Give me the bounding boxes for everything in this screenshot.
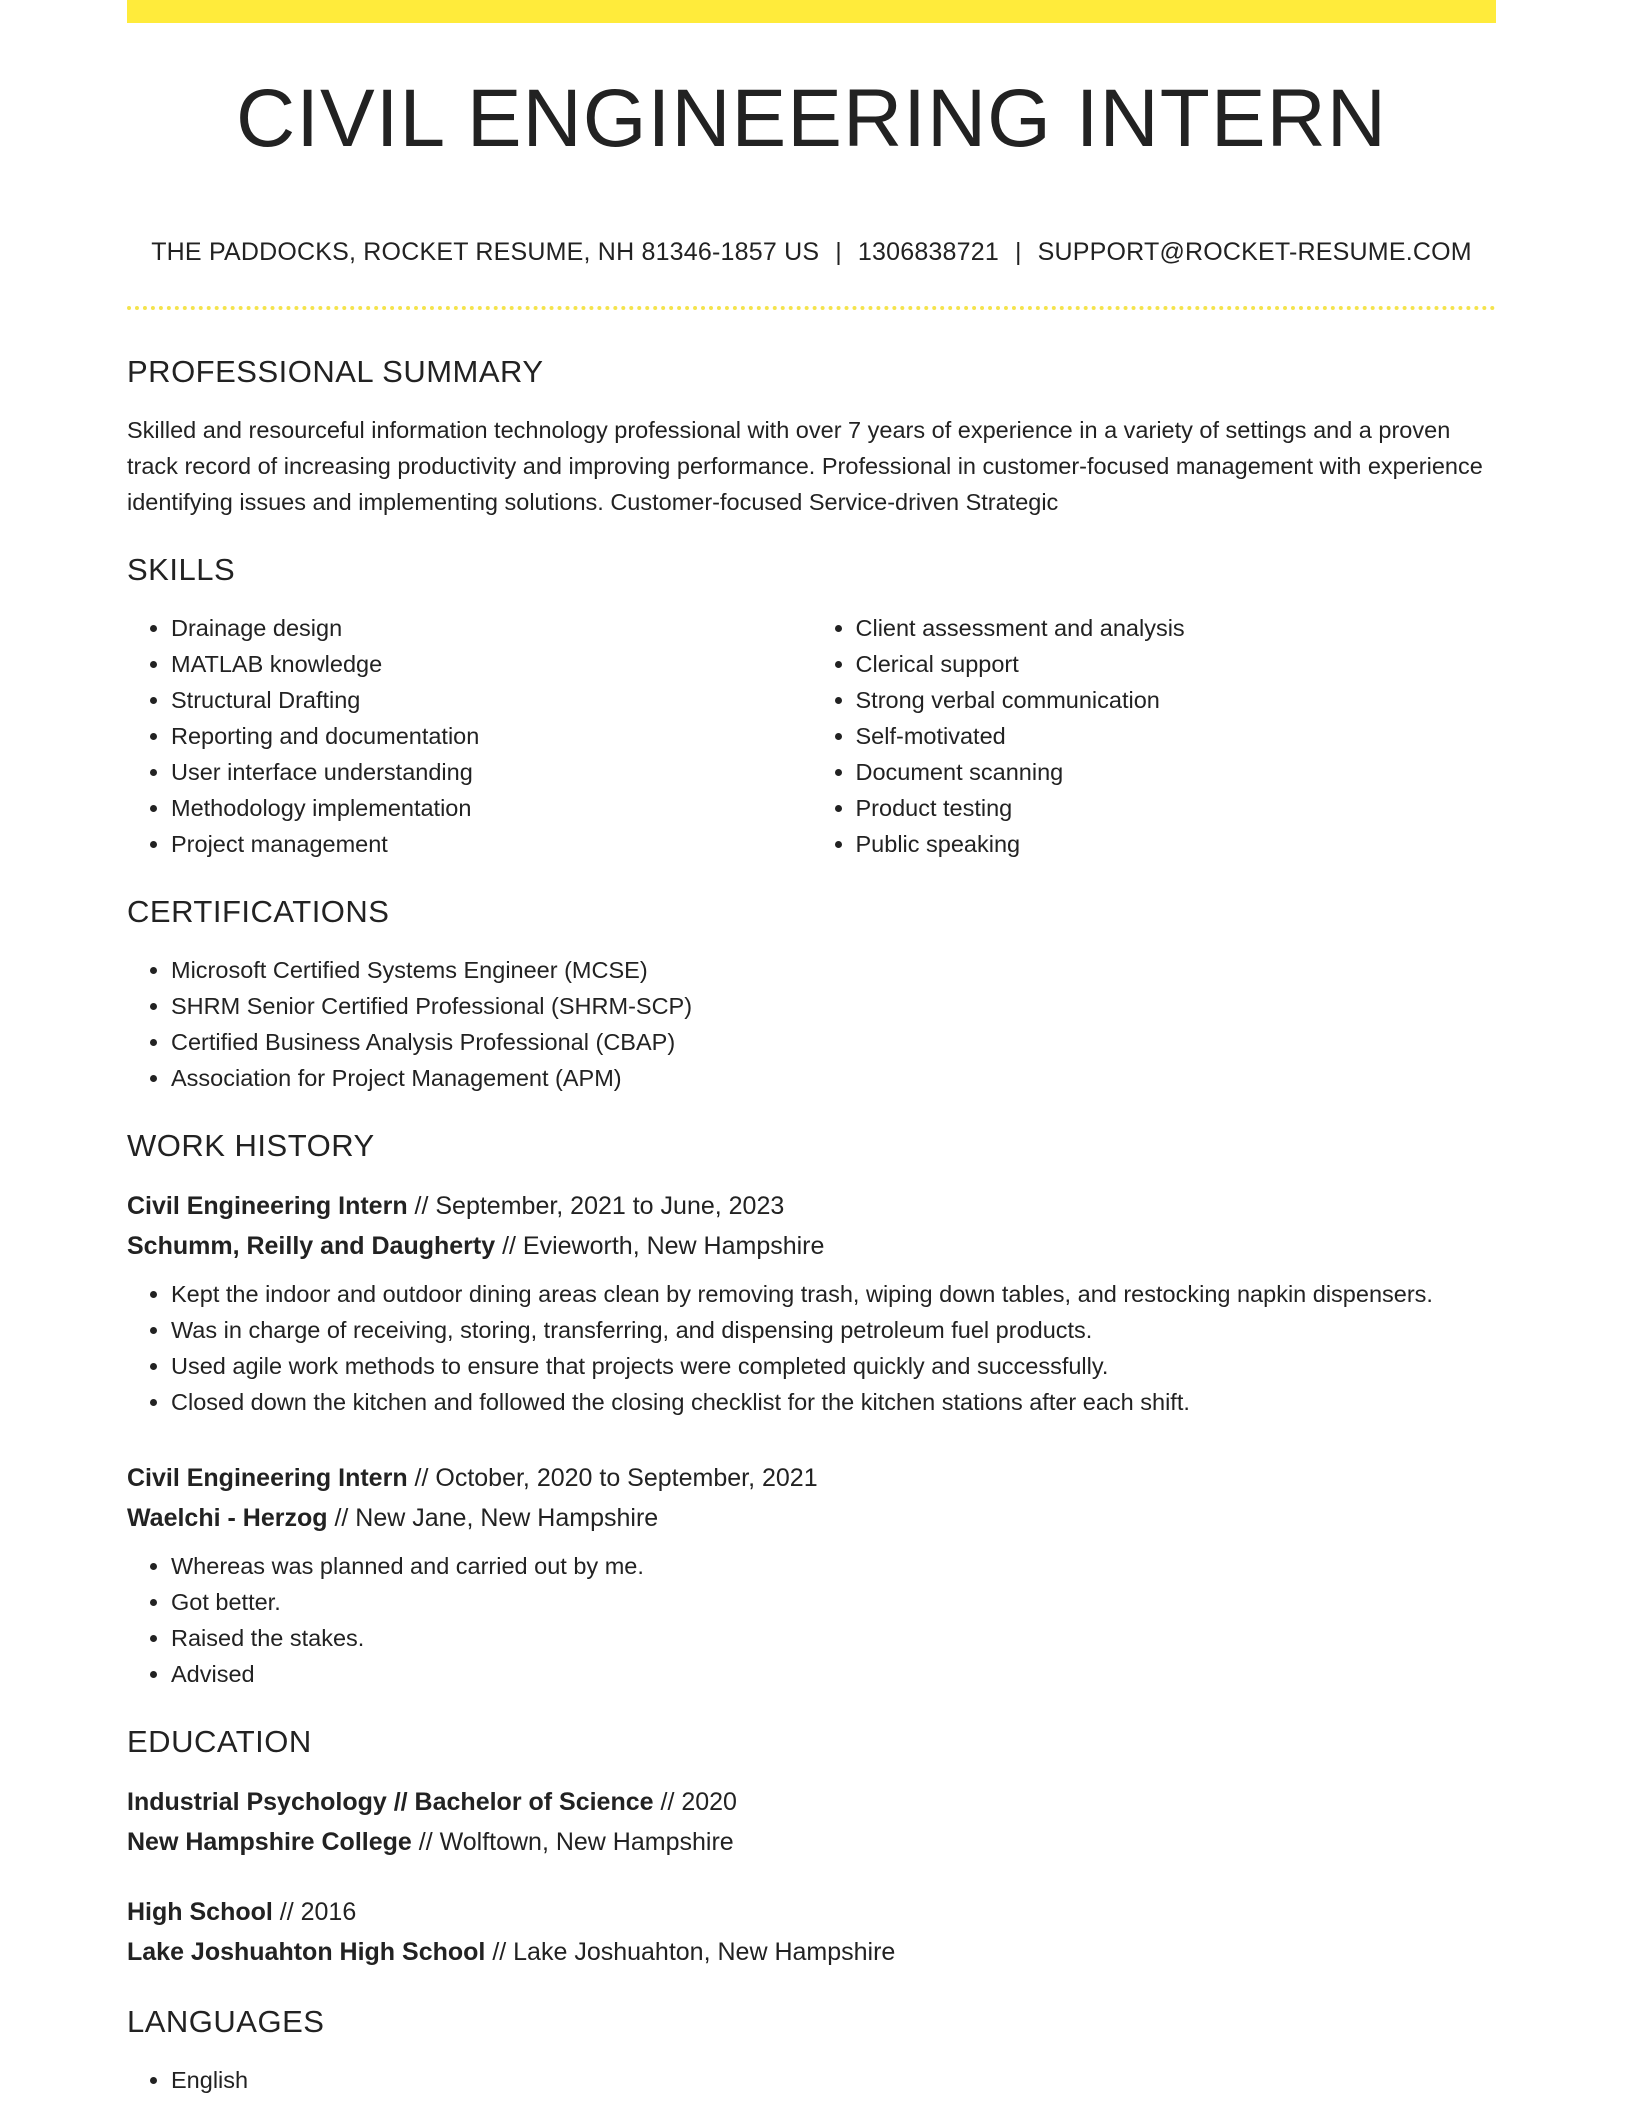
section-heading-work-history: WORK HISTORY (127, 1128, 375, 1163)
skills-list-left (127, 610, 812, 862)
skill-item: • Drainage design (171, 610, 812, 646)
dotted-divider (127, 306, 1496, 310)
contact-address: THE PADDOCKS, ROCKET RESUME, NH 81346-1857 US (151, 238, 820, 266)
education-degree-line (127, 1892, 1496, 1932)
job-company-line (127, 1226, 1496, 1266)
job-title: Civil Engineering Intern (127, 1464, 408, 1492)
job-title-line (127, 1186, 1496, 1226)
education-entry (127, 1782, 1496, 1862)
job-entry (127, 1186, 1496, 1420)
contact-line (127, 238, 1496, 267)
skill-item: • Structural Drafting (171, 682, 812, 718)
job-bullet: • Kept the indoor and outdoor dining areas clean by removing trash, wiping down tables, and restocking napkin dispensers. (171, 1276, 1496, 1312)
job-company: Schumm, Reilly and Daugherty (127, 1232, 496, 1260)
education-year: // 2020 (653, 1788, 737, 1816)
section-heading-languages: LANGUAGES (127, 2004, 325, 2039)
section-certifications (127, 892, 1496, 1096)
education-location: // Lake Joshuahton, New Hampshire (485, 1938, 896, 1966)
education-school-line (127, 1822, 1496, 1862)
job-bullet: • Whereas was planned and carried out by me. (171, 1548, 1496, 1584)
education-school: Lake Joshuahton High School (127, 1938, 486, 1966)
skill-item: • Product testing (856, 790, 1497, 826)
resume-sections (127, 352, 1496, 2098)
certification-item: • Certified Business Analysis Professional (CBAP) (171, 1024, 1496, 1060)
certifications-list (127, 952, 1496, 1096)
skill-item: • Public speaking (856, 826, 1497, 862)
skill-item: • Document scanning (856, 754, 1497, 790)
skill-item: • Clerical support (856, 646, 1497, 682)
job-bullet: • Was in charge of receiving, storing, transferring, and dispensing petroleum fuel products. (171, 1312, 1496, 1348)
contact-email: SUPPORT@ROCKET-RESUME.COM (1037, 238, 1472, 266)
skills-columns (127, 610, 1496, 862)
accent-bar (127, 0, 1496, 23)
skill-item: • Strong verbal communication (856, 682, 1497, 718)
skill-item: • Self-motivated (856, 718, 1497, 754)
skill-item: • Project management (171, 826, 812, 862)
section-heading-education: EDUCATION (127, 1724, 312, 1759)
section-languages (127, 2002, 1496, 2098)
job-bullet: • Used agile work methods to ensure that projects were completed quickly and successfully. (171, 1348, 1496, 1384)
job-bullet: • Advised (171, 1656, 1496, 1692)
skill-item: • Methodology implementation (171, 790, 812, 826)
skill-item: • MATLAB knowledge (171, 646, 812, 682)
job-title: Civil Engineering Intern (127, 1192, 408, 1220)
skill-item: • Client assessment and analysis (856, 610, 1497, 646)
section-education (127, 1722, 1496, 1972)
section-skills (127, 550, 1496, 862)
skills-list-right (812, 610, 1497, 862)
job-bullets (127, 1548, 1496, 1692)
section-heading-summary: PROFESSIONAL SUMMARY (127, 354, 544, 389)
contact-separator: | (835, 238, 842, 266)
job-entry (127, 1458, 1496, 1692)
job-bullet: • Raised the stakes. (171, 1620, 1496, 1656)
contact-phone: 1306838721 (857, 238, 999, 266)
job-dates: // October, 2020 to September, 2021 (407, 1464, 818, 1492)
education-degree-line (127, 1782, 1496, 1822)
education-location: // Wolftown, New Hampshire (411, 1828, 734, 1856)
certification-item: • Microsoft Certified Systems Engineer (MCSE) (171, 952, 1496, 988)
resume-name: CIVIL ENGINEERING INTERN (236, 73, 1387, 164)
language-item: • English (171, 2062, 1496, 2098)
languages-list (127, 2062, 1496, 2098)
certification-item: • SHRM Senior Certified Professional (SHRM-SCP) (171, 988, 1496, 1024)
certification-item: • Association for Project Management (APM) (171, 1060, 1496, 1096)
job-company-line (127, 1498, 1496, 1538)
job-title-line (127, 1458, 1496, 1498)
job-bullet: • Got better. (171, 1584, 1496, 1620)
education-school: New Hampshire College (127, 1828, 412, 1856)
job-company: Waelchi - Herzog (127, 1504, 328, 1532)
summary-text: Skilled and resourceful information technology professional with over 7 years of experience in a variety of settings and a proven track record of increasing productivity and improving performance. Professional in customer-focused management with experience identifying issues and implementing solutions. Customer-focused Service-driven Strategic (127, 417, 1483, 515)
skill-item: • Reporting and documentation (171, 718, 812, 754)
section-summary (127, 352, 1496, 520)
contact-separator: | (1014, 238, 1022, 266)
education-school-line (127, 1932, 1496, 1972)
job-location: // New Jane, New Hampshire (327, 1504, 659, 1532)
job-dates: // September, 2021 to June, 2023 (407, 1192, 785, 1220)
section-work-history (127, 1126, 1496, 1692)
skill-item: • User interface understanding (171, 754, 812, 790)
job-bullet: • Closed down the kitchen and followed the closing checklist for the kitchen stations after each shift. (171, 1384, 1496, 1420)
job-bullets (127, 1276, 1496, 1420)
education-entry (127, 1892, 1496, 1972)
education-year: // 2016 (272, 1898, 357, 1926)
education-degree: Industrial Psychology // Bachelor of Science (127, 1788, 654, 1816)
education-degree: High School (127, 1898, 273, 1926)
section-heading-skills: SKILLS (127, 552, 236, 587)
job-location: // Evieworth, New Hampshire (495, 1232, 825, 1260)
section-heading-certifications: CERTIFICATIONS (127, 894, 390, 929)
